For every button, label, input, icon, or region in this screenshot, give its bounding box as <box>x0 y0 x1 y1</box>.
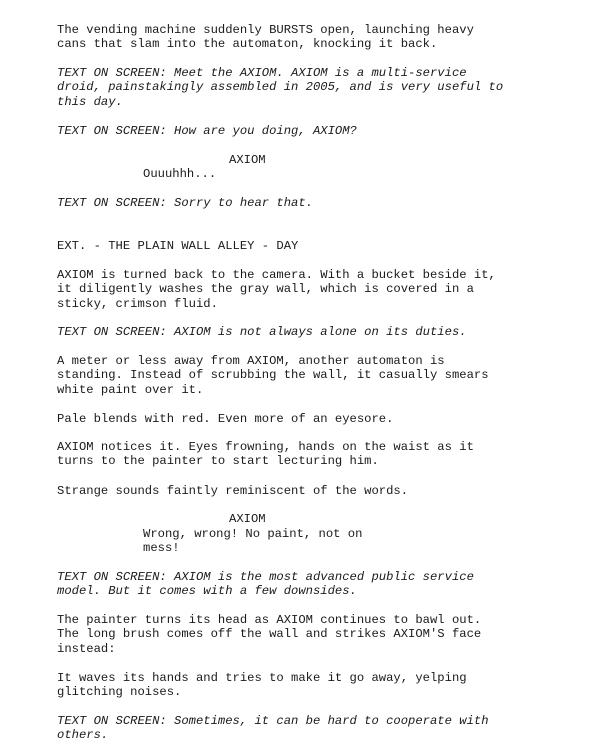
dialogue: Ouuuhhh... <box>143 167 217 181</box>
on-screen-text: TEXT ON SCREEN: AXIOM is not always alone on its duties. <box>57 325 467 339</box>
action-line: Strange sounds faintly reminiscent of the words. <box>57 484 409 498</box>
character-name: AXIOM <box>229 512 266 526</box>
character-name: AXIOM <box>229 153 266 167</box>
action-line: The vending machine suddenly BURSTS open, launching heavy cans that slam into the automaton, knocking it back. <box>57 23 474 52</box>
action-line: Pale blends with red. Even more of an eyesore. <box>57 412 394 426</box>
scene-heading: EXT. - THE PLAIN WALL ALLEY - DAY <box>57 239 299 253</box>
action-line: AXIOM notices it. Eyes frowning, hands on the waist as it turns to the painter to start lecturing him. <box>57 440 474 469</box>
on-screen-text: TEXT ON SCREEN: Sorry to hear that. <box>57 196 313 210</box>
on-screen-text: TEXT ON SCREEN: How are you doing, AXIOM? <box>57 124 357 138</box>
action-line: It waves its hands and tries to make it go away, yelping glitching noises. <box>57 671 467 700</box>
on-screen-text: TEXT ON SCREEN: Meet the AXIOM. AXIOM is a multi-service droid, painstakingly assembled in 2005, and is very useful to this day. <box>57 66 504 109</box>
on-screen-text: TEXT ON SCREEN: AXIOM is the most advanced public service model. But it comes with a few downsides. <box>57 570 474 599</box>
dialogue: Wrong, wrong! No paint, not on mess! <box>143 527 363 556</box>
action-line: A meter or less away from AXIOM, another automaton is standing. Instead of scrubbing the wall, it casually smears white paint over it. <box>57 354 489 397</box>
on-screen-text: TEXT ON SCREEN: Sometimes, it can be hard to cooperate with others. <box>57 714 489 743</box>
action-line: The painter turns its head as AXIOM continues to bawl out. The long brush comes off the wall and strikes AXIOM'S face instead: <box>57 613 482 656</box>
action-line: AXIOM is turned back to the camera. With a bucket beside it, it diligently washes the gray wall, which is covered in a sticky, crimson fluid. <box>57 268 496 311</box>
